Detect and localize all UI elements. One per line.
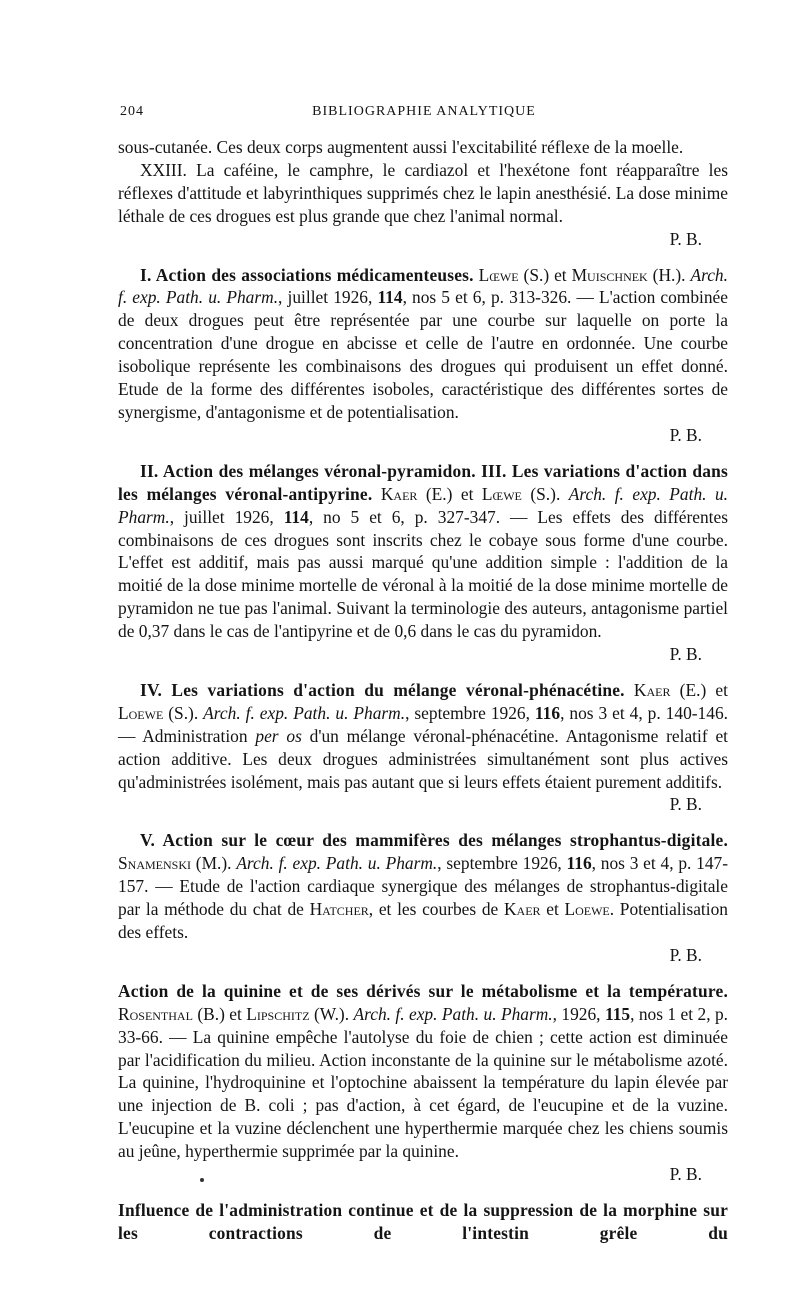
author: Rosenthal [118, 1003, 193, 1024]
signature: P. B. [669, 794, 702, 815]
author-initials: (E.) et [670, 679, 728, 700]
running-header [120, 104, 728, 126]
signature: P. B. [669, 644, 702, 665]
entry-heading: Influence de l'administration continue et de la suppression de la morphine sur les contractions de l'intestin grêle du [118, 1199, 728, 1243]
print-speck [200, 1178, 204, 1182]
volume: 116 [566, 853, 592, 874]
date: , 1926, [552, 1003, 605, 1024]
signature: P. B. [669, 424, 702, 445]
page-number: 204 [120, 104, 144, 119]
author: Lœwe [481, 483, 522, 504]
volume: 114 [377, 287, 403, 308]
entry-heading: I. Action des associations médicamenteuses. [140, 264, 474, 285]
entry-morphine [118, 1199, 728, 1245]
abstract: et [540, 899, 565, 920]
text-column [118, 136, 728, 1245]
entry-heading: IV. Les variations d'action du mélange véronal-phénacétine. [140, 679, 625, 700]
entry-strophantus-digitale [118, 829, 728, 944]
intro-paragraph-xxiii: XXIII. La caféine, le camphre, le cardiazol et l'hexétone font réapparaître les réflexes d'attitude et labyrinthiques supprimés chez le lapin anesthésié. La dose minime léthale de ces drogues est plus grande que chez l'animal normal. [118, 159, 728, 226]
abstract: . Potentialisation des effets. [118, 899, 728, 942]
pages: , nos 5 et 6, p. 313-326. — [402, 287, 600, 308]
entry-heading: II. Action des mélanges véronal-pyramidon. III. Les variations d'action dans les mélanges véronal-antipyrine. [118, 460, 728, 504]
entry-veronal-pyramidon [118, 460, 728, 643]
journal: Arch. f. exp. Path. u. Pharm. [236, 853, 438, 874]
abstract: d'un mélange véronal-phénacétine. Antagonisme relatif et action additive. Les deux drogues administrées simultanément sont plus actives qu'administrées isolément, mais pas autant que si leurs effets étaient purement additifs. [118, 725, 729, 792]
author-initials: (B.) et [192, 1003, 247, 1024]
pages: , nos 3 et 4, p. 147-157. — [118, 853, 729, 897]
volume: 114 [283, 506, 309, 527]
cited-author: Loewe [564, 899, 610, 920]
entry-quinine [118, 980, 728, 1163]
entry-heading: V. Action sur le cœur des mammifères des mélanges strophantus-digitale. [140, 830, 728, 851]
date: , juillet 1926, [169, 506, 284, 527]
author: Snamenski [118, 853, 192, 874]
author: Lœwe [478, 264, 519, 285]
entry-heading: Action de la quinine et de ses dérivés sur le métabolisme et la température. [118, 980, 728, 1001]
abstract: Les effets des différentes combinaisons de ces drogues sont inscrits chez le cobaye sous forme d'une courbe. L'effet est additif, mais pas aussi marqué qu'une addition simple : l'addition de la moitié de la dose minime mortelle de véronal à la moitié de la dose minime mortelle de pyramidon ne tue pas l'animal. Suivant la terminologie des auteurs, antagonisme partiel de 0,37 dans le cas de l'antipyrine et de 0,6 dans le cas du pyramidon. [118, 506, 728, 642]
signature: P. B. [669, 944, 702, 965]
journal: Arch. f. exp. Path. u. Pharm. [118, 264, 728, 308]
author-initials: (E.) et [417, 483, 482, 504]
pages: , nos 1 et 2, p. 33-66. — [118, 1003, 728, 1047]
author-initials: (H.). [647, 264, 691, 285]
cited-author: Hatcher [309, 899, 369, 920]
entry-associations [118, 264, 728, 424]
signature: P. B. [669, 228, 702, 249]
intro-paragraph: sous-cutanée. Ces deux corps augmentent aussi l'excitabilité réflexe de la moelle. [118, 137, 684, 157]
date: , septembre 1926, [437, 853, 567, 874]
author: Loewe [118, 702, 164, 723]
author-initials: (S.). [521, 483, 569, 504]
author-initials: (M.). [191, 853, 237, 874]
volume: 115 [604, 1003, 631, 1024]
abstract-italic: per os [255, 725, 302, 746]
journal: Arch. f. exp. Path. u. Pharm. [203, 702, 406, 723]
author-initials: (S.) et [518, 264, 572, 285]
pages: , nos 3 et 4, p. 140-146. — [118, 702, 728, 746]
journal: Arch. f. exp. Path. u. Pharm. [118, 483, 728, 527]
abstract: L'action combinée de deux drogues peut être représentée par une courbe sur laquelle on porte la concentration d'une drogue en abcisse et celle de l'autre en ordonnée. Une courbe isobolique représente les combinaisons des drogues qui produisent un effet donné. Etude de la forme des différentes isoboles, caractéristique des différentes sortes de synergisme, d'antagonisme et de potentialisation. [118, 287, 728, 422]
volume: 116 [534, 702, 561, 723]
running-title: BIBLIOGRAPHIE ANALYTIQUE [312, 104, 536, 119]
author: Kaer [633, 679, 671, 700]
abstract: Etude de l'action cardiaque synergique des mélanges de strophantus-digitale par la méthode du chat de [118, 876, 728, 920]
pages: , no 5 et 6, p. 327-347. — [308, 506, 538, 527]
signature: P. B. [669, 1164, 702, 1185]
date: , septembre 1926, [405, 702, 535, 723]
author: Lipschitz [246, 1003, 310, 1024]
author-initials: (W.). [309, 1003, 354, 1024]
abstract: Administration [142, 725, 256, 746]
cited-author: Kaer [503, 899, 541, 920]
abstract: La quinine empêche l'autolyse du foie de chien ; cette action est diminuée par l'acidification du milieu. Action inconstante de la quinine sur le métabolisme azoté. La quinine, l'hydroquinine et l'optochine abaissent la température du lapin élevée par une injection de B. coli ; pas d'action, à cet égard, de l'eucupine et de la vuzine. L'eucupine et la vuzine déclenchent une hyperthermie marquée chez les chiens soumis au jeûne, hyperthermie supprimée par la quinine. [118, 1026, 728, 1162]
author: Kaer [380, 483, 418, 504]
journal: Arch. f. exp. Path. u. Pharm. [353, 1003, 553, 1024]
author-initials: (S.). [163, 702, 204, 723]
author: Muischnek [571, 264, 648, 285]
abstract: , et les courbes de [368, 899, 504, 920]
entry-veronal-phenacetine [118, 679, 728, 794]
date: , juillet 1926, [278, 287, 378, 308]
